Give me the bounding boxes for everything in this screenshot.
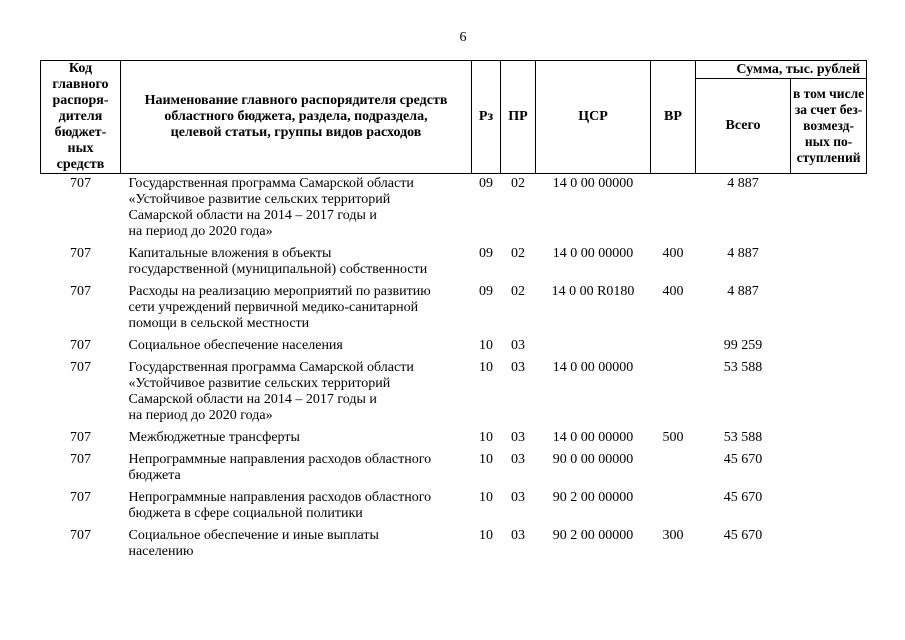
- cell-free: [791, 528, 867, 566]
- name-line: сети учреждений первичной медико-санитарной: [128, 300, 419, 315]
- cell-free: [791, 430, 867, 452]
- cell-vr: 500: [662, 430, 684, 445]
- cell-total: 53 588: [723, 430, 763, 445]
- name-line: Государственная программа Самарской области: [128, 360, 414, 375]
- cell-rz: 09: [479, 284, 493, 299]
- cell-name: [121, 430, 472, 452]
- header-name: Наименование главного распорядителя средств областного бюджета, раздела, подраздела, целевой статьи, группы видов расходов: [121, 61, 472, 174]
- cell-code: 707: [70, 528, 91, 543]
- cell-vr: 400: [662, 246, 684, 261]
- cell-code: 707: [70, 452, 91, 467]
- name-line: Капитальные вложения в объекты: [128, 246, 332, 261]
- cell-csr: 90 0 00 00000: [552, 452, 634, 467]
- table-row: [41, 360, 867, 430]
- cell-name: [121, 452, 472, 490]
- cell-free: [791, 174, 867, 247]
- table-row: [41, 338, 867, 360]
- table-body: [41, 174, 867, 567]
- name-line: Расходы на реализацию мероприятий по развитию: [128, 284, 431, 299]
- cell-csr: 14 0 00 00000: [552, 246, 634, 261]
- cell-pr: 03: [511, 360, 525, 375]
- cell-free: [791, 246, 867, 284]
- cell-csr: 14 0 00 00000: [552, 430, 634, 445]
- header-pr: ПР: [501, 61, 536, 174]
- cell-vr: [651, 452, 696, 490]
- name-line: Государственная программа Самарской области: [128, 176, 414, 191]
- name-line: Социальное обеспечение населения: [128, 338, 343, 353]
- budget-table: [40, 60, 867, 566]
- table-header: [41, 61, 867, 174]
- cell-rz: 09: [479, 246, 493, 261]
- cell-name: [121, 490, 472, 528]
- cell-name: [121, 246, 472, 284]
- table-row: [41, 490, 867, 528]
- cell-code: 707: [70, 246, 91, 261]
- cell-csr: 14 0 00 00000: [552, 360, 634, 375]
- cell-code: 707: [70, 360, 91, 375]
- cell-pr: 03: [511, 490, 525, 505]
- name-line: Социальное обеспечение и иные выплаты: [128, 528, 379, 543]
- cell-csr: 14 0 00 00000: [552, 176, 634, 191]
- header-code: Код главного распоря- дителя бюджет- ных средств: [41, 61, 121, 174]
- cell-code: 707: [70, 284, 91, 299]
- cell-pr: 02: [511, 246, 525, 261]
- cell-name: [121, 360, 472, 430]
- cell-csr: 14 0 00 R0180: [551, 284, 635, 299]
- cell-pr: 02: [511, 284, 525, 299]
- cell-rz: 10: [479, 490, 493, 505]
- cell-rz: 10: [479, 430, 493, 445]
- cell-rz: 10: [479, 528, 493, 543]
- name-line: «Устойчивое развитие сельских территорий: [128, 192, 391, 207]
- cell-rz: 09: [479, 176, 493, 191]
- cell-csr: 90 2 00 00000: [552, 490, 634, 505]
- cell-free: [791, 360, 867, 430]
- cell-vr: [651, 490, 696, 528]
- table-row: [41, 284, 867, 338]
- header-vr: ВР: [651, 61, 696, 174]
- name-line: на период до 2020 года»: [128, 224, 273, 239]
- cell-total: 45 670: [723, 528, 763, 543]
- name-line: Межбюджетные трансферты: [128, 430, 300, 445]
- cell-total: 4 887: [727, 246, 759, 261]
- header-rz: Рз: [472, 61, 501, 174]
- cell-rz: 10: [479, 338, 493, 353]
- cell-vr: 300: [662, 528, 684, 543]
- header-sum: Сумма, тыс. рублей: [696, 61, 867, 79]
- table-row: [41, 528, 867, 566]
- table-row: [41, 430, 867, 452]
- table-row: [41, 174, 867, 247]
- cell-total: 53 588: [723, 360, 763, 375]
- cell-name: [121, 174, 472, 247]
- cell-vr: [651, 338, 696, 360]
- name-line: Непрограммные направления расходов областного: [128, 452, 432, 467]
- cell-total: 4 887: [727, 176, 759, 191]
- cell-rz: 10: [479, 360, 493, 375]
- header-total: Всего: [696, 79, 791, 174]
- name-line: Самарской области на 2014 – 2017 годы и: [128, 208, 377, 223]
- cell-pr: 02: [511, 176, 525, 191]
- cell-free: [791, 490, 867, 528]
- name-line: государственной (муниципальной) собственности: [128, 262, 428, 277]
- name-line: «Устойчивое развитие сельских территорий: [128, 376, 391, 391]
- name-line: Самарской области на 2014 – 2017 годы и: [128, 392, 377, 407]
- cell-code: 707: [70, 430, 91, 445]
- cell-csr: 90 2 00 00000: [552, 528, 634, 543]
- cell-total: 4 887: [727, 284, 759, 299]
- cell-vr: [651, 174, 696, 247]
- cell-vr: [651, 360, 696, 430]
- name-line: бюджета в сфере социальной политики: [128, 506, 363, 521]
- cell-pr: 03: [511, 528, 525, 543]
- page-number: 6: [459, 30, 467, 45]
- cell-pr: 03: [511, 430, 525, 445]
- name-line: бюджета: [128, 468, 181, 483]
- cell-rz: 10: [479, 452, 493, 467]
- cell-name: [121, 284, 472, 338]
- cell-code: 707: [70, 490, 91, 505]
- table-row: [41, 246, 867, 284]
- cell-pr: 03: [511, 338, 525, 353]
- name-line: населению: [128, 544, 194, 559]
- cell-free: [791, 284, 867, 338]
- cell-total: 45 670: [723, 490, 763, 505]
- cell-free: [791, 452, 867, 490]
- cell-total: 99 259: [723, 338, 763, 353]
- table-row: [41, 452, 867, 490]
- cell-total: 45 670: [723, 452, 763, 467]
- cell-pr: 03: [511, 452, 525, 467]
- cell-csr: [536, 338, 651, 360]
- header-free: в том числе за счет без- возмезд- ных по- ступлений: [791, 79, 867, 174]
- name-line: Непрограммные направления расходов областного: [128, 490, 432, 505]
- cell-name: [121, 338, 472, 360]
- cell-code: 707: [70, 176, 91, 191]
- cell-code: 707: [70, 338, 91, 353]
- name-line: на период до 2020 года»: [128, 408, 273, 423]
- cell-name: [121, 528, 472, 566]
- header-csr: ЦСР: [536, 61, 651, 174]
- name-line: помощи в сельской местности: [128, 316, 310, 331]
- cell-vr: 400: [662, 284, 684, 299]
- cell-free: [791, 338, 867, 360]
